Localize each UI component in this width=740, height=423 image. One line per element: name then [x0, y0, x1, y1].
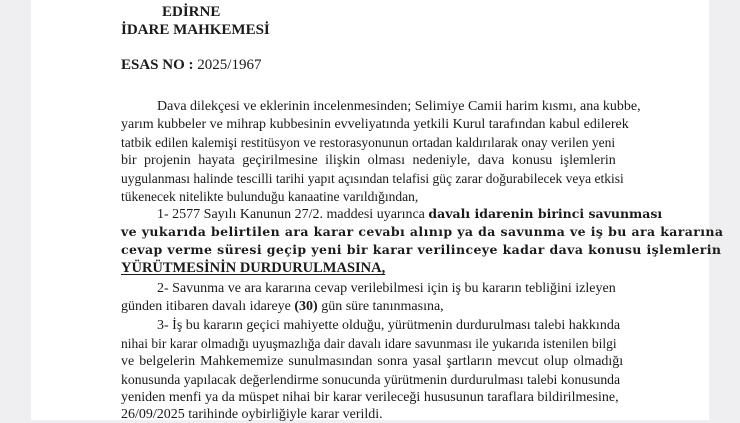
- intro-line: uygulanması halinde tescilli tarihi yapıt açısından telafisi güç zarar doğurabilecek veya etkisi: [121, 171, 624, 186]
- item2-text: günden itibaren davalı idareye: [121, 299, 295, 314]
- item1-underlined-decision: YÜRÜTMESİNİN DURDURULMASINA,: [121, 260, 386, 276]
- item2-text: gün süre tanınmasına,: [317, 299, 444, 314]
- item3-line: 26/09/2025 tarihinde oybirliğiyle karar verildi.: [121, 407, 383, 422]
- item1-bold-line: ve yukarıda belirtilen ara karar cevabı alınıp ya da savunma ve iş bu ara kararına: [121, 224, 724, 239]
- item1-bold-first: davalı idarenin birinci savunması: [428, 206, 663, 221]
- esas-value: 2025/1967: [197, 57, 262, 73]
- intro-line: Dava dilekçesi ve eklerinin incelenmesinden; Selimiye Camii harim kısmı, ana kubbe,: [157, 99, 641, 114]
- intro-line: tatbik edilen kalemişi restitüsyon ve restorasyonunun ortadan kaldırılarak onay verilen yeni: [121, 135, 616, 150]
- intro-line: tükenecek nitelikte bulunduğu kanaatine varıldığından,: [121, 189, 419, 204]
- header-city: EDİRNE: [162, 4, 221, 20]
- item1-prefix: 1- 2577 Sayılı Kanunun 27/2. maddesi uyarınca: [157, 207, 429, 222]
- esas-number: [121, 57, 261, 73]
- item3-line: nihai bir karar olmadığı uyuşmazlığa dair davalı idare savunması ile yukarıda istenilen bilgi: [121, 336, 617, 351]
- intro-line: yarım kubbeler ve mihrap kubbesinin evveliyatında yetkili Kurul tarafından kabul edilerek: [121, 117, 629, 132]
- item3-line: ve belgelerin Mahkememize sunulmasından sonra yasal şartların mevcut olup olmadığı: [121, 354, 624, 369]
- item3-line: konusunda yapılacak değerlendirme sonucunda yürütmenin durdurulması talebi konusunda: [121, 372, 621, 387]
- item1-line1: [157, 206, 662, 223]
- item1-bold-line: cevap verme süresi geçip yeni bir karar verilinceye kadar dava konusu işlemlerin: [121, 242, 722, 257]
- item3-line: yeniden menfi ya da müspet nihai bir karar verileceği hususunun taraflara bildirilmesine,: [121, 390, 619, 405]
- item2-line2: [121, 299, 444, 315]
- intro-line: bir projenin hayata geçirilmesine ilişkin olması nedeniyle, dava konusu işlemlerin: [121, 153, 616, 168]
- item3-line: 3- İş bu kararın geçici mahiyette olduğu, yürütmenin durdurulması talebi hakkında: [157, 318, 621, 333]
- esas-label: ESAS NO :: [121, 57, 194, 73]
- header-court: İDARE MAHKEMESİ: [121, 22, 270, 38]
- item2-line1: 2- Savunma ve ara kararına cevap verilebilmesi için iş bu kararın tebliğini izleyen: [157, 281, 616, 296]
- item2-days: (30): [294, 299, 318, 314]
